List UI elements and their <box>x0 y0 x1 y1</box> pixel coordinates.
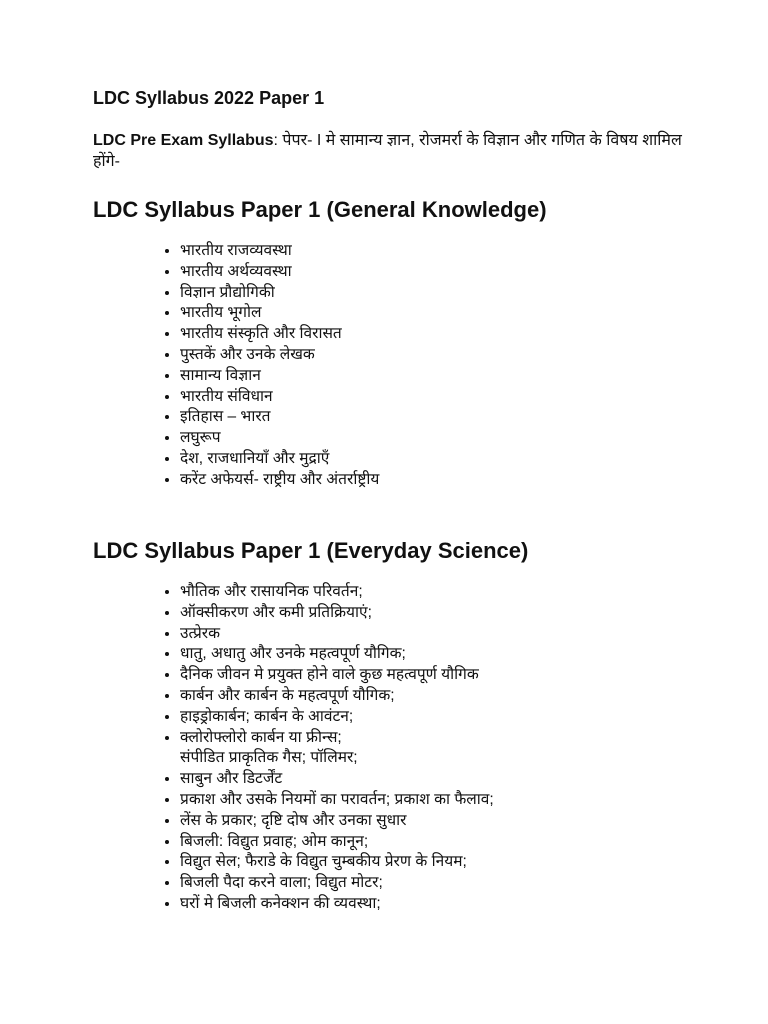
list-item: • भारतीय अर्थव्यवस्था <box>180 262 379 283</box>
list-item: • बिजली: विद्युत प्रवाह; ओम कानून; <box>180 832 494 853</box>
list-item: • विद्युत सेल; फैराडे के विद्युत चुम्बकीय प्रेरण के नियम; <box>180 852 494 873</box>
list-item: • भारतीय राजव्यवस्था <box>180 241 379 262</box>
list-item: • साबुन और डिटर्जेंट <box>180 769 494 790</box>
section-heading-general-knowledge: LDC Syllabus Paper 1 (General Knowledge) <box>93 197 547 222</box>
list-item: • कार्बन और कार्बन के महत्वपूर्ण यौगिक; <box>180 686 494 707</box>
general-knowledge-list <box>160 241 379 491</box>
intro-text: : पेपर- I मे सामान्य ज्ञान, रोजमर्रा के विज्ञान और गणित के विषय शामिल होंगे- <box>93 132 682 170</box>
list-item: • भारतीय भूगोल <box>180 303 379 324</box>
list-item: • घरों मे बिजली कनेक्शन की व्यवस्था; <box>180 894 494 915</box>
list-item: • भारतीय संस्कृति और विरासत <box>180 324 379 345</box>
list-item-text: क्लोरोफ्लोरो कार्बन या फ्रीन्स; <box>180 728 342 746</box>
list-item: • बिजली पैदा करने वाला; विद्युत मोटर; <box>180 873 494 894</box>
intro-label: LDC Pre Exam Syllabus <box>93 132 274 149</box>
list-item: • धातु, अधातु और उनके महत्वपूर्ण यौगिक; <box>180 644 494 665</box>
list-item: • भौतिक और रासायनिक परिवर्तन; <box>180 582 494 603</box>
list-item: • उत्प्रेरक <box>180 624 494 645</box>
list-item: • लघुरूप <box>180 428 379 449</box>
list-item: • दैनिक जीवन मे प्रयुक्त होने वाले कुछ महत्वपूर्ण यौगिक <box>180 665 494 686</box>
list-item: • भारतीय संविधान <box>180 387 379 408</box>
list-item: • विज्ञान प्रौद्योगिकी <box>180 283 379 304</box>
list-item: • सामान्य विज्ञान <box>180 366 379 387</box>
list-item: • लेंस के प्रकार; दृष्टि दोष और उनका सुधार <box>180 811 494 832</box>
document-title: LDC Syllabus 2022 Paper 1 <box>93 88 325 108</box>
everyday-science-list <box>160 582 494 915</box>
list-item: • हाइड्रोकार्बन; कार्बन के आवंटन; <box>180 707 494 728</box>
list-item: • देश, राजधानियाँ और मुद्राएँ <box>180 449 379 470</box>
list-item <box>180 728 494 770</box>
list-item: • ऑक्सीकरण और कमी प्रतिक्रियाएं; <box>180 603 494 624</box>
list-item: • करेंट अफेयर्स- राष्ट्रीय और अंतर्राष्ट्रीय <box>180 470 379 491</box>
list-item-continuation: संपीडित प्राकृतिक गैस; पॉलिमर; <box>180 749 358 767</box>
section-heading-everyday-science: LDC Syllabus Paper 1 (Everyday Science) <box>93 538 529 563</box>
list-item: • प्रकाश और उसके नियमों का परावर्तन; प्रकाश का फैलाव; <box>180 790 494 811</box>
intro-paragraph <box>93 130 693 172</box>
list-item: • पुस्तकें और उनके लेखक <box>180 345 379 366</box>
list-item: • इतिहास – भारत <box>180 407 379 428</box>
